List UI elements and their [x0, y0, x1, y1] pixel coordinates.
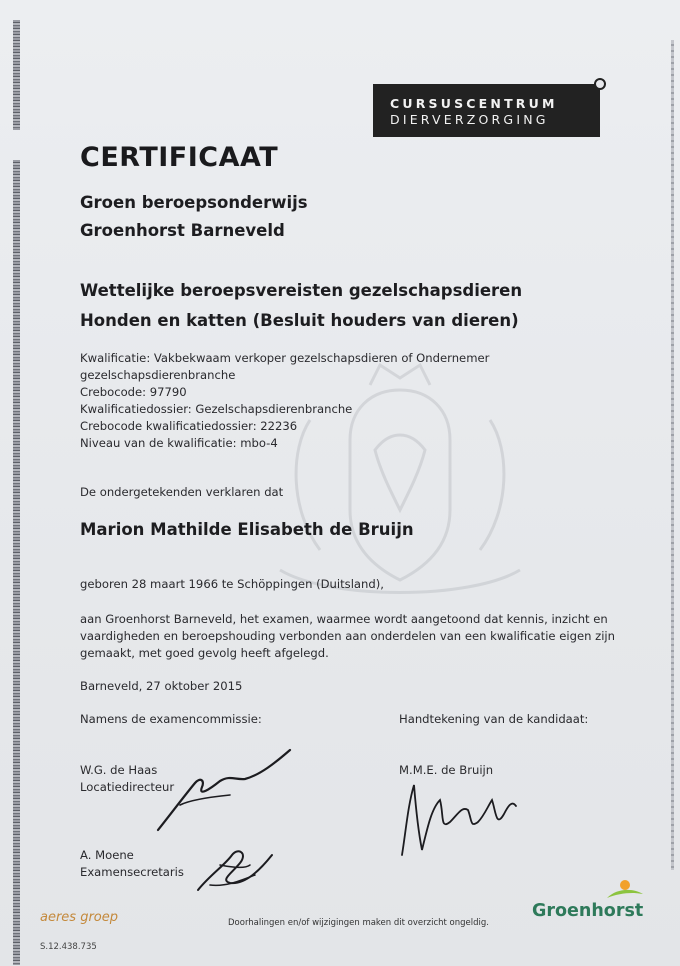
- qualification-line: Kwalificatiedossier: Gezelschapsdierenbranche: [80, 402, 353, 416]
- groenhorst-logo: Groenhorst: [532, 901, 644, 921]
- qualification-line: Crebocode: 97790: [80, 385, 187, 399]
- exam-paragraph: [80, 611, 620, 662]
- signer2-name: A. Moene: [80, 848, 134, 862]
- exam-line: vaardigheden en beroepshouding verbonden aan onderdelen van een kwalificatie eigen zijn: [80, 629, 616, 643]
- signature-de-haas: [150, 745, 300, 835]
- candidate-signature-label: Handtekening van de kandidaat:: [399, 712, 589, 726]
- candidate-name: Marion Mathilde Elisabeth de Bruijn: [80, 520, 414, 539]
- course-line-1: Wettelijke beroepsvereisten gezelschapsdieren: [80, 281, 523, 300]
- signer2-block: [80, 847, 184, 881]
- course-line-2: Honden en katten (Besluit houders van dieren): [80, 311, 519, 330]
- qualification-line: gezelschapsdierenbranche: [80, 368, 236, 382]
- exam-line: gemaakt, met goed gevolg heeft afgelegd.: [80, 646, 329, 660]
- scan-edge-left: [13, 160, 20, 965]
- signature-moene: [190, 835, 280, 900]
- qualification-line: Crebocode kwalificatiedossier: 22236: [80, 419, 298, 433]
- candidate-short-name: M.M.E. de Bruijn: [399, 763, 494, 777]
- certificate-title: CERTIFICAAT: [80, 142, 279, 173]
- signer2-role: Examensecretaris: [80, 865, 184, 879]
- subtitle-line-2: Groenhorst Barneveld: [80, 221, 285, 240]
- birth-line: geboren 28 maart 1966 te Schöppingen (Duitsland),: [80, 577, 384, 591]
- scan-edge-top: [13, 20, 20, 130]
- aeres-groep-logo: aeres groep: [40, 910, 119, 925]
- qualification-line: Kwalificatie: Vakbekwaam verkoper gezelschapsdieren of Ondernemer: [80, 351, 490, 365]
- signer1-name: W.G. de Haas: [80, 763, 158, 777]
- place-date: Barneveld, 27 oktober 2015: [80, 679, 243, 693]
- subtitle-line-1: Groen beroepsonderwijs: [80, 193, 308, 212]
- qualification-block: [80, 350, 550, 452]
- signer1-role: Locatiedirecteur: [80, 780, 175, 794]
- declaration-text: De ondergetekenden verklaren dat: [80, 485, 284, 499]
- signature-candidate: [392, 770, 522, 860]
- qualification-line: Niveau van de kwalificatie: mbo-4: [80, 436, 278, 450]
- footer-note: Doorhalingen en/of wijzigingen maken dit overzicht ongeldig.: [228, 918, 489, 928]
- cursuscentrum-logo: [373, 84, 600, 137]
- logo-line-1: CURSUSCENTRUM: [390, 96, 558, 111]
- groenhorst-leaf-icon: [605, 878, 645, 900]
- serial-number: S.12.438.735: [40, 942, 97, 952]
- logo-dot-icon: [594, 78, 606, 90]
- scan-edge-right: [671, 40, 674, 870]
- logo-line-2: DIERVERZORGING: [390, 112, 549, 127]
- exam-line: aan Groenhorst Barneveld, het examen, waarmee wordt aangetoond dat kennis, inzicht en: [80, 612, 608, 626]
- committee-label: Namens de examencommissie:: [80, 712, 262, 726]
